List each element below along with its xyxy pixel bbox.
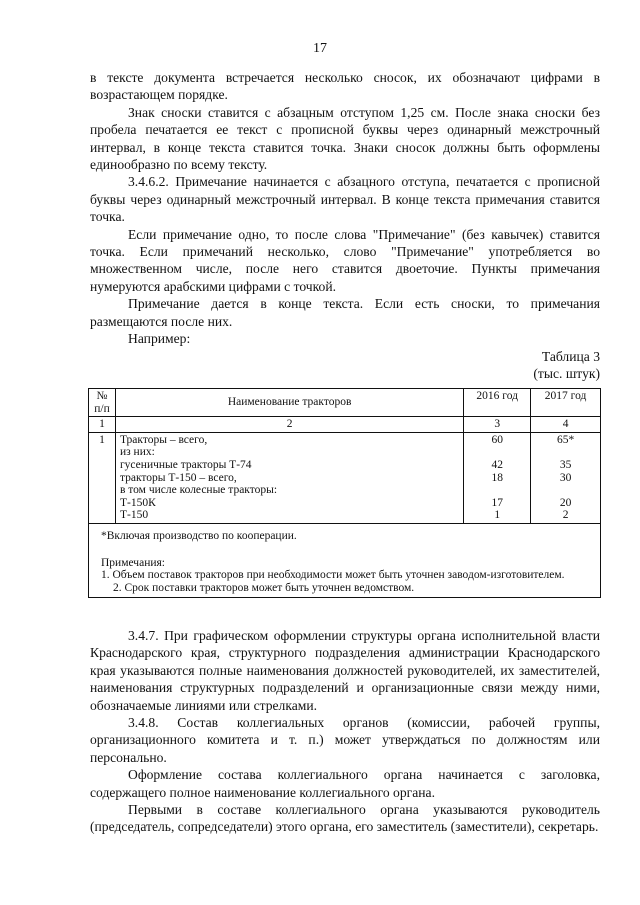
values-2017 <box>531 432 601 523</box>
paragraph: Примечание дается в конце текста. Если есть сноски, то примечания размещаются после них. <box>90 296 600 329</box>
paragraph: Оформление состава коллегиального органа начинается с заголовка, содержащего полное наименование коллегиального органа. <box>90 767 600 800</box>
paragraph: 3.4.6.2. Примечание начинается с абзацного отступа, печатается с прописной буквы через одинарный межстрочный интервал. В конце текста примечания ставится точка. <box>90 174 600 225</box>
tractor-name: в том числе колесные тракторы: <box>119 484 278 497</box>
value-2017: 65* <box>556 433 575 446</box>
notes-title: Примечания: <box>101 556 165 569</box>
value-2016: 1 <box>494 509 501 522</box>
tractor-name: из них: <box>119 446 155 459</box>
tractor-name: Тракторы – всего, <box>119 433 208 446</box>
bottom-text <box>90 627 600 836</box>
tractor-name: Т-150 <box>119 509 149 522</box>
tractor-name: гусеничные тракторы Т-74 <box>119 458 252 471</box>
paragraph: 3.4.7. При графическом оформлении структуры органа исполнительной власти Краснодарского края, структурного подразделения администрации Краснодарского края указываются полные наименования должностей руководителей, их заместителей, наименования структурных подразделений и организационные связи между ними, обозначаемые линиями или стрелками. <box>90 628 600 713</box>
value-2017: 35 <box>559 458 572 471</box>
paragraph: в тексте документа встречается несколько сносок, их обозначают цифрами в возрастающем порядке. <box>90 70 600 103</box>
paragraph: Первыми в составе коллегиального органа указываются руководитель (председатель, сопредседатели) этого органа, его заместитель (заместители), секретарь. <box>90 802 600 835</box>
page-number: 17 <box>313 41 327 56</box>
value-2016: 60 <box>491 433 503 446</box>
table-units: (тыс. штук) <box>533 365 600 381</box>
header-2016: 2016 год <box>464 389 531 417</box>
column-number-row <box>89 417 601 433</box>
table-header-row <box>89 389 601 417</box>
value-2017: 30 <box>559 471 572 484</box>
value-2016: 42 <box>491 458 503 471</box>
value-2017 <box>535 446 596 459</box>
paragraph: 3.4.8. Состав коллегиальных органов (комиссии, рабочей группы, организационного комитета и т. п.) может утверждаться по должностям или персонально. <box>90 715 600 765</box>
value-2016: 18 <box>491 471 503 484</box>
value-2017: 2 <box>562 509 569 522</box>
value-2016 <box>468 446 526 459</box>
column-number: 3 <box>464 417 531 433</box>
value-2016: 17 <box>491 496 503 509</box>
row-number: 1 <box>89 432 116 523</box>
top-text <box>90 69 600 382</box>
tractor-names <box>115 432 463 523</box>
value-2016 <box>468 484 526 497</box>
table-notes-row <box>89 523 601 597</box>
header-name: Наименование тракторов <box>115 389 463 417</box>
value-2017: 20 <box>559 496 572 509</box>
values-2016 <box>464 432 531 523</box>
tractor-name: тракторы Т-150 – всего, <box>119 471 237 484</box>
note-item: 1. Объем поставок тракторов при необходимости может быть уточнен заводом-изготовителем. <box>101 569 565 582</box>
tractor-name: Т-150К <box>119 496 156 509</box>
column-number: 2 <box>115 417 463 433</box>
table-notes <box>89 523 601 597</box>
column-number: 4 <box>531 417 601 433</box>
tractors-table <box>88 388 601 598</box>
column-number: 1 <box>89 417 116 433</box>
note-item: 2. Срок поставки тракторов может быть уточнен ведомством. <box>113 581 415 594</box>
paragraph: Знак сноски ставится с абзацным отступом 1,25 см. После знака сноски без пробела печатается ее текст с прописной буквы через одинарный межстрочный интервал, в конце текста ставится точка. Знаки сносок должны быть оформлены единообразно по всему тексту. <box>90 104 600 173</box>
paragraph: Например: <box>128 331 191 347</box>
value-2017 <box>535 484 596 497</box>
table-caption: Таблица 3 <box>541 348 600 364</box>
paragraph: Если примечание одно, то после слова "Примечание" (без кавычек) ставится точка. Если примечаний несколько, слово "Примечание" употребляется во множественном числе, после него ставится двоеточие. Пункты примечания нумеруются арабскими цифрами с точкой. <box>90 226 600 294</box>
table-row <box>89 432 601 523</box>
table-footnote: *Включая производство по кооперации. <box>101 529 297 542</box>
header-2017: 2017 год <box>531 389 601 417</box>
header-number: № п/п <box>89 389 116 417</box>
